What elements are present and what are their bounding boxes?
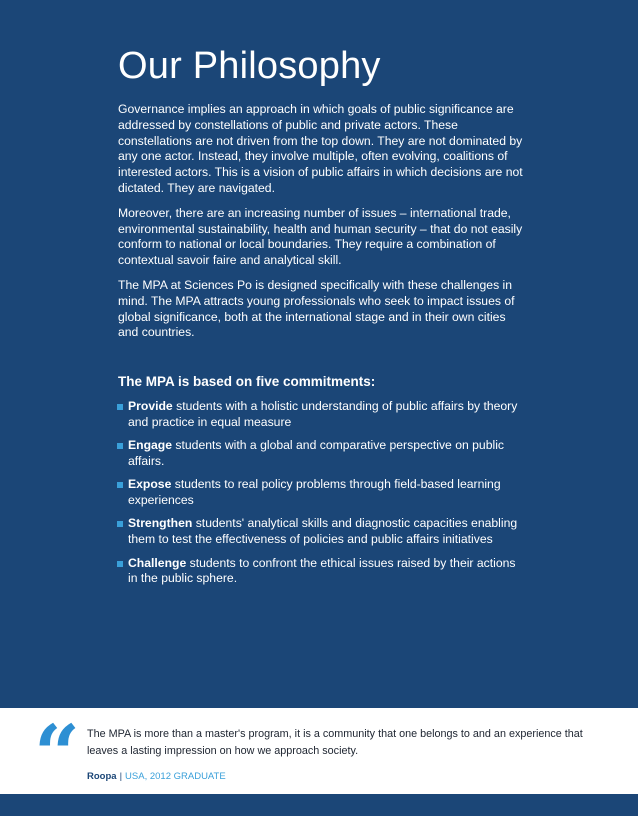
commitments-list: [118, 399, 528, 587]
testimonial-role: USA, 2012 GRADUATE: [125, 771, 226, 782]
commitment-text: students' analytical skills and diagnostic capacities enabling them to test the effectiveness of policies and public affairs initiatives: [128, 516, 518, 547]
commitment-text: students to real policy problems through field-based learning experiences: [128, 477, 501, 508]
attribution-separator: |: [119, 771, 123, 782]
paragraph-issues: Moreover, there are an increasing number of issues – international trade, environmental sustainability, health and human security – that do not easily conform to national or local boundaries. They require a combination of contextual savoir faire and analytical skill.: [118, 205, 523, 268]
commitment-item-strengthen: [118, 516, 528, 548]
square-bullet-icon: [117, 561, 123, 567]
testimonial-text: The MPA is more than a master's program, it is a community that one belongs to and an experience that leaves a lasting impression on how we approach society.: [87, 728, 583, 757]
commitment-item-engage: [118, 438, 528, 470]
square-bullet-icon: [117, 443, 123, 449]
commitment-text: students to confront the ethical issues raised by their actions in the public sphere.: [128, 555, 516, 586]
testimonial-name: Roopa: [87, 771, 117, 782]
page-title: Our Philosophy: [118, 45, 381, 87]
commitment-item-provide: [118, 399, 528, 431]
paragraph-governance: Governance implies an approach in which goals of public significance are addressed by constellations of public and private actors. These constellations are not driven from the top down. They are not dominated by any one actor. Instead, they involve multiple, often evolving, coalitions of interested actors. This is a vision of public affairs in which decisions are not dictated. They are navigated.: [118, 102, 523, 195]
commitment-keyword: Strengthen: [128, 516, 193, 531]
commitments-heading: The MPA is based on five commitments:: [118, 374, 376, 390]
square-bullet-icon: [117, 482, 123, 488]
testimonial-attribution: [87, 771, 226, 782]
commitment-keyword: Challenge: [128, 555, 187, 570]
commitment-item-challenge: [118, 556, 528, 588]
testimonial-panel: [0, 707, 638, 801]
commitment-item-expose: [118, 477, 528, 509]
philosophy-section: [118, 44, 528, 595]
paragraph-mpa: The MPA at Sciences Po is designed specifically with these challenges in mind. The MPA attracts young professionals who seek to impact issues of global significance, both at the international stage and in their own cities and countries.: [118, 277, 515, 340]
commitment-text: students with a global and comparative perspective on public affairs.: [128, 438, 504, 469]
commitment-text: students with a holistic understanding of public affairs by theory and practice in equal measure: [128, 399, 518, 429]
commitment-keyword: Engage: [128, 438, 173, 453]
commitment-keyword: Provide: [128, 399, 173, 414]
square-bullet-icon: [117, 521, 123, 527]
quote-mark-icon: “: [34, 707, 81, 801]
commitment-keyword: Expose: [128, 477, 172, 492]
square-bullet-icon: [117, 404, 123, 410]
